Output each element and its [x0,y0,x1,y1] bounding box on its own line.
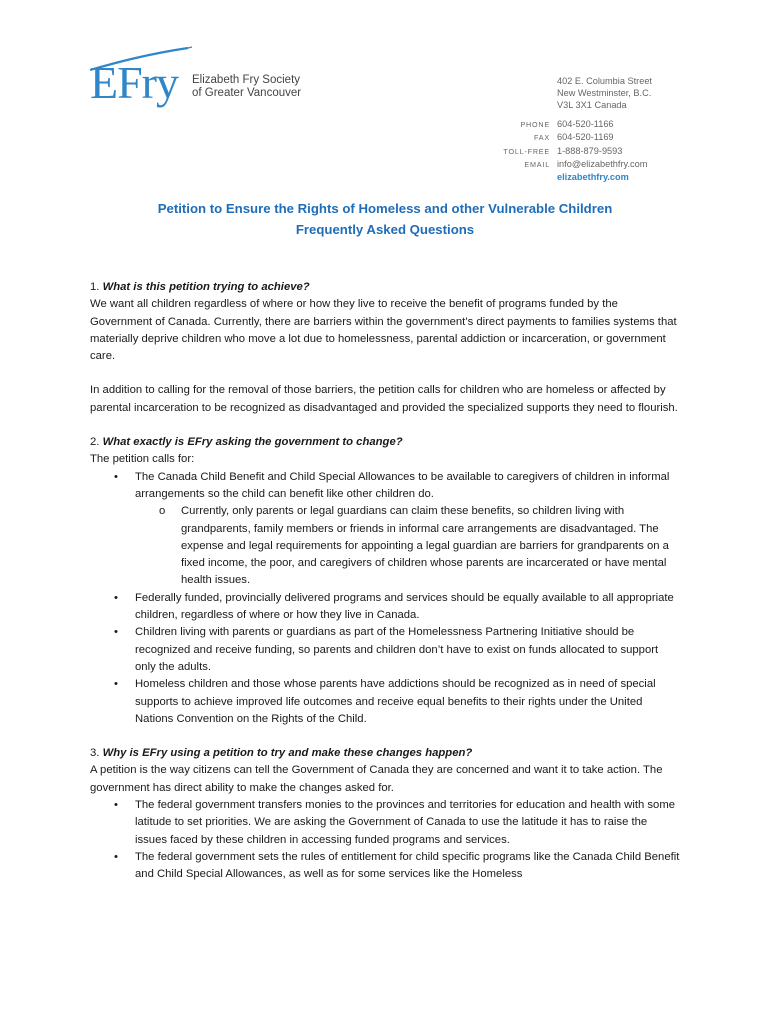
paragraph: A petition is the way citizens can tell the Government of Canada they are concerned and want it to take action. The government has direct ability to make the changes asked for. [90,764,663,794]
contact-email [498,158,647,171]
bullet-list [90,469,680,728]
title-line1: Petition to Ensure the Rights of Homeless and other Vulnerable Children [157,201,613,216]
question-number: 3. [90,747,100,760]
logo-wordmark: EFry [90,57,178,108]
question-text: Why is EFry using a petition to try and make these changes happen? [102,747,473,760]
contact-label: PHONE [520,120,550,129]
sub-list [135,503,680,589]
paragraph: We want all children regardless of where or how they live to receive the benefit of programs funded by the Government of Canada. Currently, there are barriers within the government’s direct payments to families systems that materially deprive children who move a lot due to homelessness, parental addiction or incarceration, or government care. [90,298,677,363]
list-item: • Homeless children and those whose parents have addictions should be recognized as in need of special supports to achieve improved life outcomes and receive equal benefits to their rights under the United Nations Convention on the Rights of the Child. [90,676,680,728]
document-title [0,198,770,240]
contact-phone [498,118,647,131]
bullet-list [90,797,680,883]
address-line: New Westminster, B.C. [557,88,652,98]
list-item: • Federally funded, provincially delivered programs and services should be equally available to all appropriate children, regardless of where or how they live in Canada. [90,590,680,625]
org-name-line2: of Greater Vancouver [192,87,302,99]
title-line2: Frequently Asked Questions [295,222,475,237]
list-item-text: The Canada Child Benefit and Child Special Allowances to be available to caregivers of children in informal arrangements so the child can benefit like other children do. [135,470,670,500]
question-heading [90,434,680,451]
organization-name [192,74,301,100]
contact-list [498,118,647,172]
list-item: • Children living with parents or guardians as part of the Homelessness Partnering Initiative should be recognized and receive funding, so parents and children don’t have to exist on funds allocated to support only the adults. [90,624,680,676]
address-line: 402 E. Columbia Street [557,76,652,86]
contact-value: info@elizabethfry.com [557,159,648,170]
org-name-line1: Elizabeth Fry Society [192,74,301,86]
question-number: 1. [90,281,100,293]
contact-label: EMAIL [524,160,550,170]
efry-logo [88,44,328,112]
contact-fax [498,131,647,144]
question-heading [90,279,680,296]
contact-value: 1-888-879-9593 [557,145,623,156]
list-item [90,469,680,590]
contact-value: 604-520-1166 [557,119,614,129]
list-item: • The federal government sets the rules of entitlement for child specific programs like the Canada Child Benefit and Child Special Allowances, as well as for some services like the Homeless [90,849,680,884]
list-item: • The federal government transfers monies to the provinces and territories for education and health with some latitude to set priorities. We are asking the Government of Canada to use the latitude it has to raise the issues faced by these children in accessing funded programs and services. [90,797,680,849]
mailing-address [557,75,652,111]
website-link[interactable]: elizabethfry.com [557,172,629,182]
sub-list-item: o Currently, only parents or legal guardians can claim these benefits, so children living with grandparents, family members or friends in informal care arrangements are disadvantaged. The expense and legal requirements for appointing a legal guardian are barriers for grandparents on a fixed income, the poor, and caregivers of children whose parents are incarcerated or have mental health issues. [135,503,680,589]
paragraph: In addition to calling for the removal of those barriers, the petition calls for children who are homeless or affected by parental incarceration to be recognized as disadvantaged and provided the specialized supports they need to flourish. [90,384,678,414]
document-body [90,279,680,884]
address-line: V3L 3X1 Canada [557,100,627,110]
contact-value: 604-520-1169 [557,132,614,143]
question-number: 2. [90,436,100,449]
contact-label: FAX [534,133,550,143]
question-text: What is this petition trying to achieve? [102,281,310,293]
question-text: What exactly is EFry asking the government to change? [102,436,403,449]
question-heading [90,745,680,762]
contact-label: TOLL-FREE [503,146,550,156]
contact-toll-free [498,145,647,158]
paragraph: The petition calls for: [90,453,195,466]
